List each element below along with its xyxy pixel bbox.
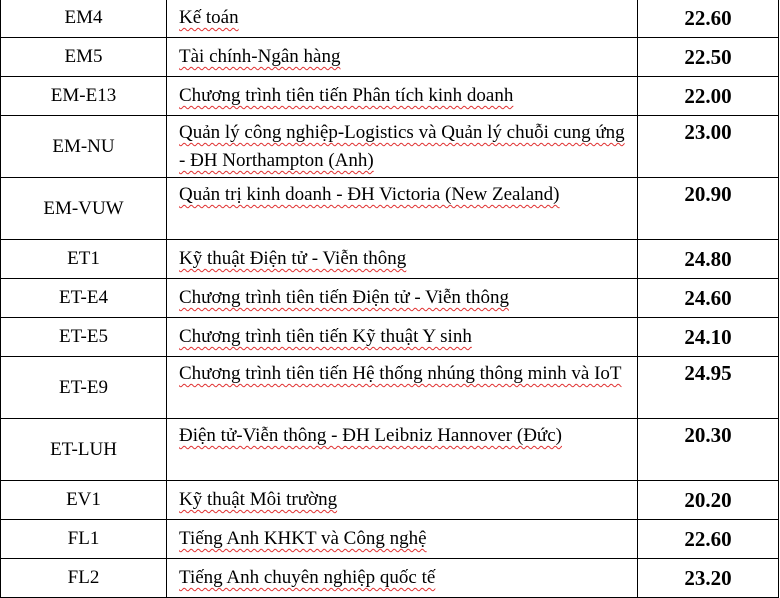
cutoff-score: 20.20	[638, 481, 779, 520]
program-code: FL1	[1, 520, 167, 559]
table-row	[1, 520, 779, 559]
table-row	[1, 279, 779, 318]
cutoff-score: 22.00	[638, 77, 779, 116]
table-row	[1, 178, 779, 240]
program-code: EM-E13	[1, 77, 167, 116]
cutoff-score: 24.10	[638, 318, 779, 357]
table-row	[1, 38, 779, 77]
program-code: ET-E9	[1, 357, 167, 419]
program-name: Chương trình tiên tiến Kỹ thuật Y sinh	[167, 318, 638, 357]
program-name: Chương trình tiên tiến Hệ thống nhúng thông minh và IoT	[167, 357, 638, 419]
cutoff-score: 23.00	[638, 116, 779, 178]
program-code: ET1	[1, 240, 167, 279]
table-row	[1, 318, 779, 357]
cutoff-score: 24.80	[638, 240, 779, 279]
program-name: Điện tử-Viễn thông - ĐH Leibniz Hannover (Đức)	[167, 419, 638, 481]
program-code: ET-E5	[1, 318, 167, 357]
program-name: Kỹ thuật Môi trường	[167, 481, 638, 520]
table-row	[1, 481, 779, 520]
cutoff-score: 20.90	[638, 178, 779, 240]
table-row	[1, 116, 779, 178]
program-name: Chương trình tiên tiến Phân tích kinh doanh	[167, 77, 638, 116]
program-name: Kỹ thuật Điện tử - Viễn thông	[167, 240, 638, 279]
program-code: EM5	[1, 38, 167, 77]
program-name: Tiếng Anh KHKT và Công nghệ	[167, 520, 638, 559]
program-code: EM-NU	[1, 116, 167, 178]
table-row	[1, 357, 779, 419]
program-code: EM-VUW	[1, 178, 167, 240]
cutoff-score: 23.20	[638, 559, 779, 598]
program-name: Tài chính-Ngân hàng	[167, 38, 638, 77]
program-code: ET-E4	[1, 279, 167, 318]
program-name: Quản trị kinh doanh - ĐH Victoria (New Zealand)	[167, 178, 638, 240]
program-code: FL2	[1, 559, 167, 598]
program-name: Kế toán	[167, 0, 638, 38]
cutoff-score: 20.30	[638, 419, 779, 481]
program-name: Tiếng Anh chuyên nghiệp quốc tế	[167, 559, 638, 598]
table-row	[1, 240, 779, 279]
program-name: Quản lý công nghiệp-Logistics và Quản lý chuỗi cung ứng - ĐH Northampton (Anh)	[167, 116, 638, 178]
cutoff-score: 24.60	[638, 279, 779, 318]
table-row	[1, 77, 779, 116]
cutoff-score: 24.95	[638, 357, 779, 419]
table-row	[1, 559, 779, 598]
cutoff-score: 22.60	[638, 0, 779, 38]
cutoff-score: 22.50	[638, 38, 779, 77]
table-row	[1, 419, 779, 481]
cutoff-score: 22.60	[638, 520, 779, 559]
table-row	[1, 0, 779, 38]
program-code: ET-LUH	[1, 419, 167, 481]
program-code: EM4	[1, 0, 167, 38]
program-code: EV1	[1, 481, 167, 520]
program-name: Chương trình tiên tiến Điện tử - Viễn thông	[167, 279, 638, 318]
